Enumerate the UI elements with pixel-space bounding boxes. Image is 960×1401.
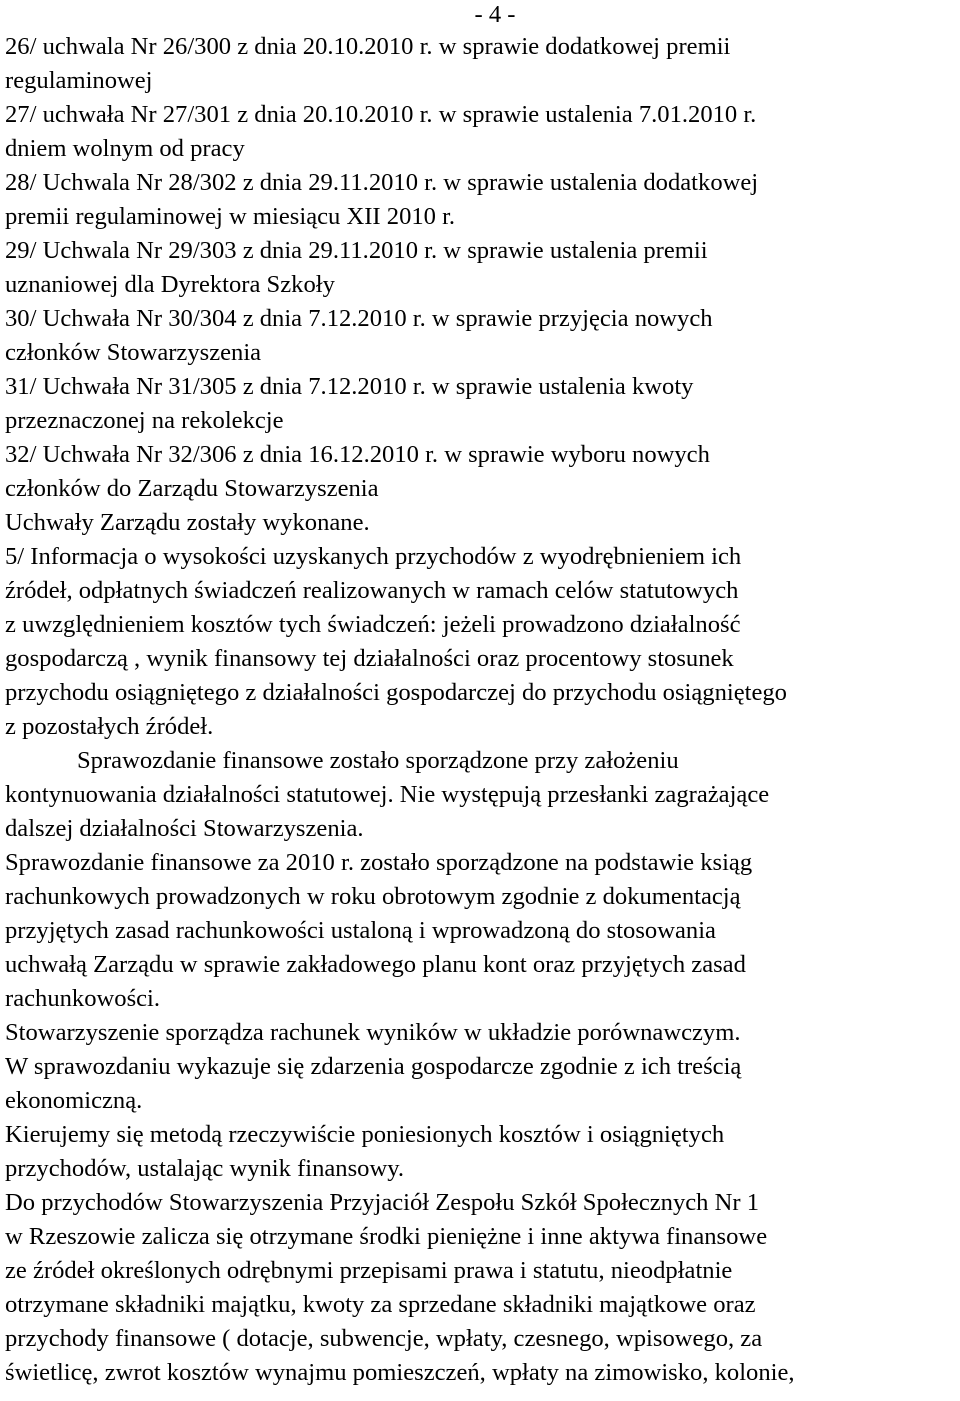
paragraph-events-line-2: ekonomiczną.: [5, 1087, 143, 1114]
resolution-30-line-1: 30/ Uchwała Nr 30/304 z dnia 7.12.2010 r. w sprawie przyjęcia nowych: [5, 305, 713, 332]
resolution-26-line-2: regulaminowej: [5, 67, 153, 94]
paragraph-basis-line-1: Sprawozdanie finansowe za 2010 r. zostało sporządzone na podstawie ksiąg: [5, 849, 753, 876]
resolution-27-line-2: dniem wolnym od pracy: [5, 135, 245, 162]
section-5-line-5: przychodu osiągniętego z działalności gospodarczej do przychodu osiągniętego: [5, 679, 787, 706]
resolution-29-line-2: uznaniowej dla Dyrektora Szkoły: [5, 271, 335, 298]
paragraph-revenue-line-4: otrzymane składniki majątku, kwoty za sprzedane składniki majątkowe oraz: [5, 1291, 756, 1318]
resolution-31-line-1: 31/ Uchwała Nr 31/305 z dnia 7.12.2010 r. w sprawie ustalenia kwoty: [5, 373, 694, 400]
paragraph-revenue-line-5: przychody finansowe ( dotacje, subwencje, wpłaty, czesnego, wpisowego, za: [5, 1325, 763, 1352]
resolution-28-line-2: premii regulaminowej w miesiącu XII 2010 r.: [5, 203, 456, 230]
resolution-32-line-1: 32/ Uchwała Nr 32/306 z dnia 16.12.2010 r. w sprawie wyboru nowych: [5, 441, 710, 468]
resolution-26-line-1: 26/ uchwala Nr 26/300 z dnia 20.10.2010 r. w sprawie dodatkowej premii: [5, 33, 731, 60]
paragraph-basis-line-3: przyjętych zasad rachunkowości ustaloną i wprowadzoną do stosowania: [5, 917, 716, 944]
paragraph-continuity-line-2: kontynuowania działalności statutowej. Nie występują przesłanki zagrażające: [5, 781, 770, 808]
page-number: - 4 -: [474, 1, 516, 28]
paragraph-revenue-line-1: Do przychodów Stowarzyszenia Przyjaciół Zespołu Szkół Społecznych Nr 1: [5, 1189, 760, 1216]
paragraph-revenue-line-3: ze źródeł określonych odrębnymi przepisami prawa i statutu, nieodpłatnie: [5, 1257, 733, 1284]
section-5-line-1: 5/ Informacja o wysokości uzyskanych przychodów z wyodrębnieniem ich: [5, 543, 742, 570]
resolution-29-line-1: 29/ Uchwala Nr 29/303 z dnia 29.11.2010 r. w sprawie ustalenia premii: [5, 237, 708, 264]
resolution-32-line-2: członków do Zarządu Stowarzyszenia: [5, 475, 379, 502]
document-body: [5, 30, 960, 1390]
paragraph-income-statement: Stowarzyszenie sporządza rachunek wyników w układzie porównawczym.: [5, 1019, 741, 1046]
section-5-line-2: źródeł, odpłatnych świadczeń realizowanych w ramach celów statutowych: [5, 577, 739, 604]
resolution-28-line-1: 28/ Uchwala Nr 28/302 z dnia 29.11.2010 r. w sprawie ustalenia dodatkowej: [5, 169, 759, 196]
paragraph-costs-line-2: przychodów, ustalając wynik finansowy.: [5, 1155, 405, 1182]
section-5-line-4: gospodarczą , wynik finansowy tej działalności oraz procentowy stosunek: [5, 645, 734, 672]
resolutions-summary: Uchwały Zarządu zostały wykonane.: [5, 509, 370, 536]
paragraph-revenue-line-6: świetlicę, zwrot kosztów wynajmu pomieszczeń, wpłaty na zimowisko, kolonie,: [5, 1359, 795, 1386]
paragraph-events-line-1: W sprawozdaniu wykazuje się zdarzenia gospodarcze zgodnie z ich treścią: [5, 1053, 742, 1080]
resolution-27-line-1: 27/ uchwała Nr 27/301 z dnia 20.10.2010 r. w sprawie ustalenia 7.01.2010 r.: [5, 101, 757, 128]
paragraph-basis-line-2: rachunkowych prowadzonych w roku obrotowym zgodnie z dokumentacją: [5, 883, 741, 910]
section-5-line-3: z uwzględnieniem kosztów tych świadczeń: jeżeli prowadzono działalność: [5, 611, 741, 638]
resolution-31-line-2: przeznaczonej na rekolekcje: [5, 407, 284, 434]
paragraph-continuity-line-1: Sprawozdanie finansowe zostało sporządzone przy założeniu: [77, 747, 679, 774]
paragraph-continuity-line-3: dalszej działalności Stowarzyszenia.: [5, 815, 364, 842]
paragraph-revenue-line-2: w Rzeszowie zalicza się otrzymane środki pieniężne i inne aktywa finansowe: [5, 1223, 768, 1250]
section-5-line-6: z pozostałych źródeł.: [5, 713, 214, 740]
paragraph-basis-line-5: rachunkowości.: [5, 985, 161, 1012]
paragraph-basis-line-4: uchwałą Zarządu w sprawie zakładowego planu kont oraz przyjętych zasad: [5, 951, 746, 978]
paragraph-costs-line-1: Kierujemy się metodą rzeczywiście poniesionych kosztów i osiągniętych: [5, 1121, 725, 1148]
resolution-30-line-2: członków Stowarzyszenia: [5, 339, 262, 366]
